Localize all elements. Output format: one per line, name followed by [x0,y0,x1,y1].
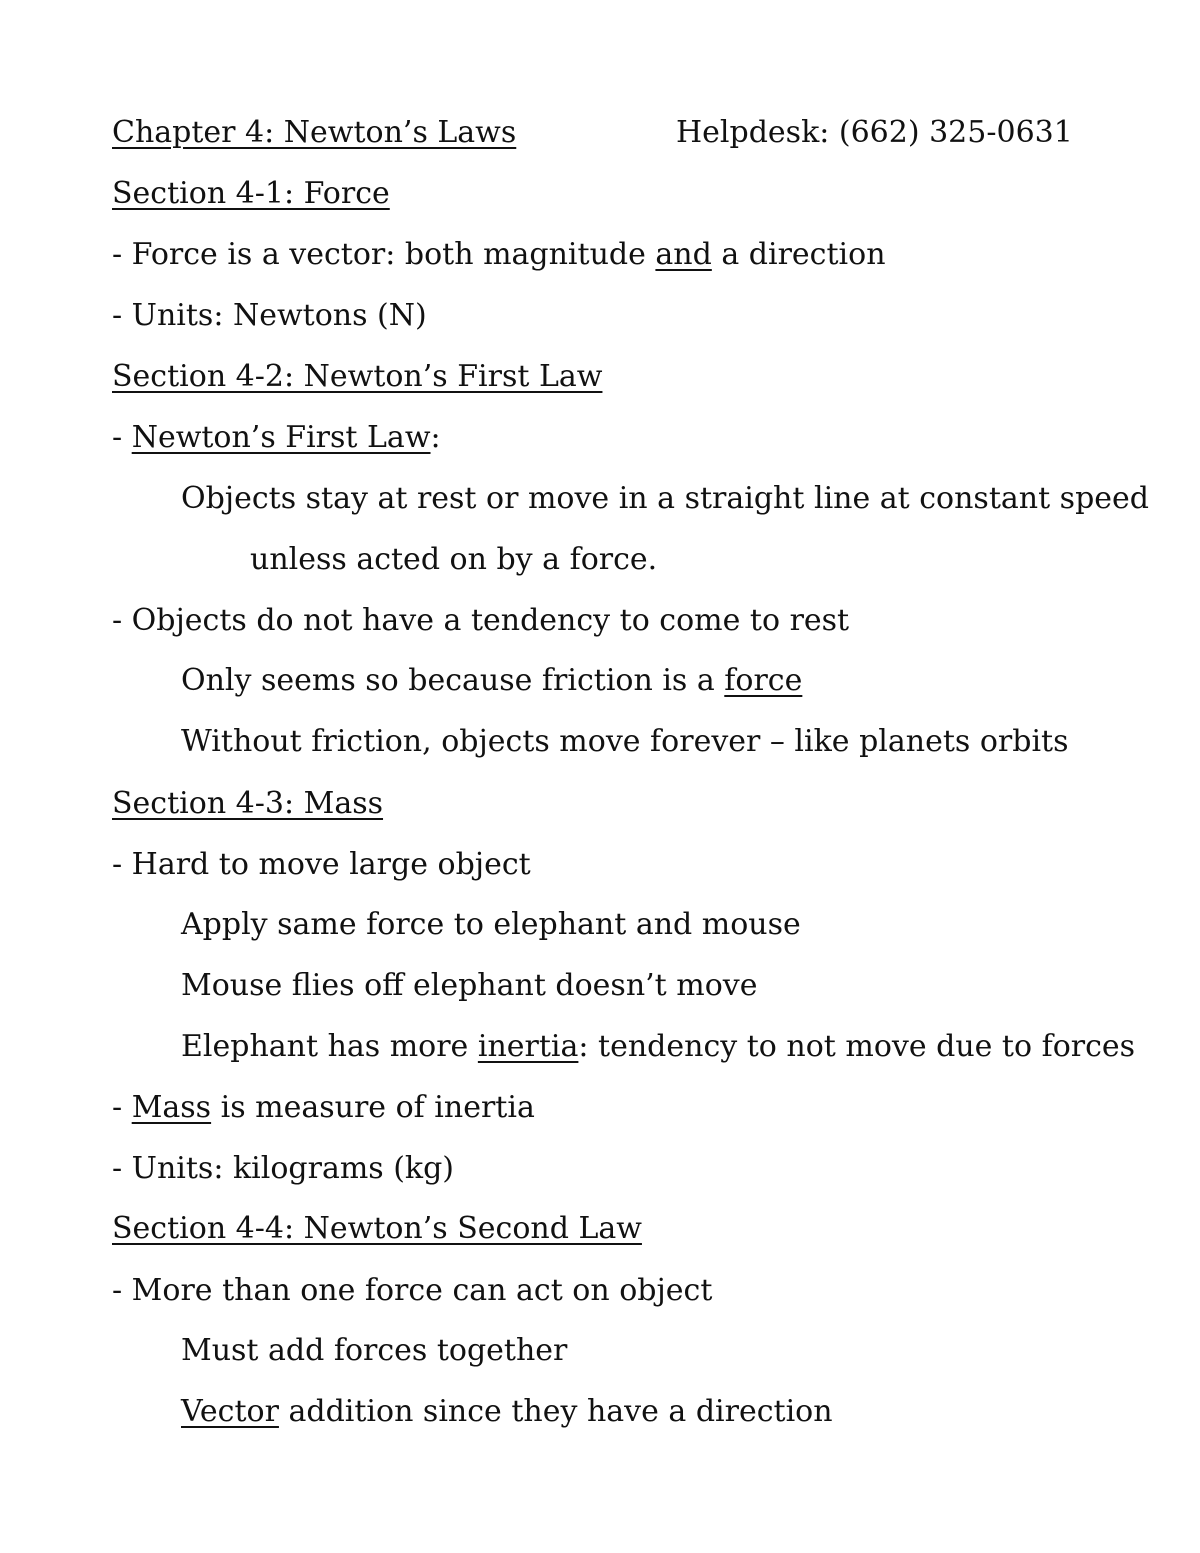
inertia-line [181,1027,1135,1067]
emphasis-first-law: Newton’s First Law [131,420,431,455]
multiple-forces-line: - More than one force can act on object [112,1273,713,1308]
mass-units-line: - Units: kilograms (kg) [112,1151,454,1186]
text-fragment: : tendency to not move due to forces [578,1029,1136,1064]
text-fragment: a direction [711,237,886,272]
force-vector-line [112,235,886,275]
text-fragment: - Force is a vector: both magnitude [112,237,656,272]
text-fragment: - [112,1090,132,1125]
without-friction-line: Without friction, objects move forever – like planets orbits [181,724,1069,759]
vector-addition-line [181,1392,833,1432]
emphasis-and: and [655,237,712,272]
emphasis-mass: Mass [131,1090,212,1125]
section-4-1-heading: Section 4-1: Force [112,176,390,211]
section-4-2-heading: Section 4-2: Newton’s First Law [112,359,603,394]
section-4-4-heading: Section 4-4: Newton’s Second Law [112,1211,642,1246]
chapter-title: Chapter 4: Newton’s Laws [112,115,517,150]
force-units-line: - Units: Newtons (N) [112,298,427,333]
first-law-label-line [112,418,441,458]
helpdesk-phone: Helpdesk: (662) 325-0631 [676,115,1073,150]
add-forces-line: Must add forces together [181,1333,568,1368]
text-fragment: - [112,420,132,455]
emphasis-vector: Vector [181,1394,279,1429]
first-law-text-2: unless acted on by a force. [250,542,658,577]
text-fragment: is measure of inertia [211,1090,535,1125]
mouse-flies-line: Mouse flies off elephant doesn’t move [181,968,758,1003]
first-law-text-1: Objects stay at rest or move in a straight line at constant speed [181,481,1149,516]
elephant-mouse-line: Apply same force to elephant and mouse [181,907,801,942]
section-4-3-heading: Section 4-3: Mass [112,786,384,821]
emphasis-inertia: inertia [477,1029,579,1064]
mass-measure-line [112,1088,535,1128]
text-fragment: Elephant has more [181,1029,478,1064]
text-fragment: addition since they have a direction [278,1394,833,1429]
emphasis-force: force [724,663,803,698]
large-object-line: - Hard to move large object [112,847,531,882]
rest-tendency-line: - Objects do not have a tendency to come to rest [112,603,850,638]
friction-force-line [181,661,802,701]
text-fragment: Only seems so because friction is a [181,663,725,698]
text-fragment: : [430,420,441,455]
